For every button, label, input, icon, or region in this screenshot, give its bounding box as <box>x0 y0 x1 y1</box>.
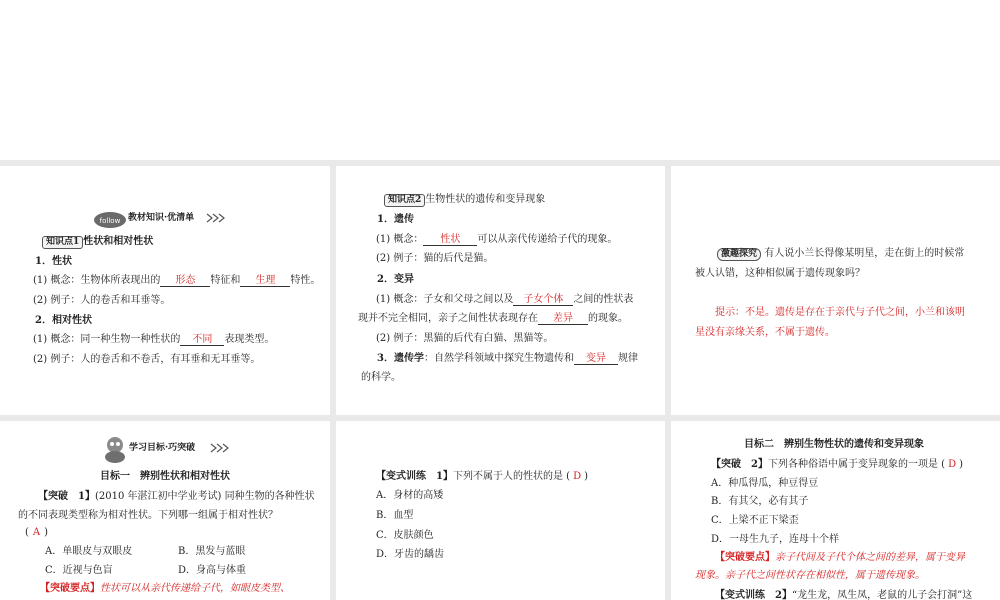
example-tag: 【突破 1】 <box>38 491 95 502</box>
chevron-decor-icon <box>210 443 230 453</box>
hint-line-2: 星没有亲缘关系，不属于遗传。 <box>695 327 835 338</box>
key-point-label: 【突破要点】 <box>40 583 100 594</box>
example-line2: 的不同表现类型称为相对性状。下列哪一组属于相对性状？ <box>18 510 278 521</box>
option-a: A．身材的高矮 <box>376 490 444 501</box>
hint-line-1: 提示：不是。遗传是存在于亲代与子代之间，小兰和该明 <box>715 307 965 318</box>
option-d: D．牙齿的龋齿 <box>376 549 445 560</box>
kp2-heading <box>384 193 545 207</box>
section-header-label: 学习目标·巧突破 <box>129 443 196 453</box>
s2-line1: (1) 概念：同一种生物一种性状的 不同 表现类型。 <box>33 334 275 345</box>
inquiry-question-2: 被人认错，这种相似属于遗传现象吗？ <box>695 268 865 279</box>
key-point-line: 【突破要点】性状可以从亲代传递给子代，如眼皮类型、 <box>40 583 290 594</box>
answer-blank: 不同 <box>180 334 224 346</box>
goal-title: 目标一 辨别性状和相对性状 <box>100 471 230 482</box>
s1-title: 1．遗传 <box>377 214 414 225</box>
option-d: D．身高与体重 <box>178 565 247 576</box>
s2-line3: (2) 例子：黑猫的后代有白猫、黑猫等。 <box>376 333 554 344</box>
option-b: B．黑发与蓝眼 <box>178 546 246 557</box>
kp1-heading <box>42 235 153 249</box>
kp2-title: 生物性状的遗传和变异现象 <box>425 194 546 205</box>
s1-line1: (1) 概念：生物体所表现出的 形态 特征和 生理 特性。 <box>33 275 321 286</box>
s1-title: 1．性状 <box>35 256 72 267</box>
example-line1: 【突破 1】(2010 年湛江初中学业考试) 同种生物的各种性状 <box>38 491 315 502</box>
panel-knowledge-1 <box>0 166 330 415</box>
panel-goal-2 <box>671 421 1000 600</box>
s1-line2: (2) 例子：猫的后代是猫。 <box>376 253 494 264</box>
answer-blank: 生理 <box>240 275 290 287</box>
option-c: C．近视与色盲 <box>45 565 113 576</box>
mascot-icon <box>100 433 130 463</box>
answer-letter: D <box>573 471 582 482</box>
panel-inquiry <box>671 166 1000 415</box>
answer-blank: 子女个体 <box>513 294 573 306</box>
panel-knowledge-2 <box>336 166 665 415</box>
answer-blank: 形态 <box>160 275 210 287</box>
s2-line2: (2) 例子：人的卷舌和不卷舌，有耳垂和无耳垂等。 <box>33 354 261 365</box>
option-d: D．一母生九子，连母十个样 <box>711 534 840 545</box>
s2-title: 2．变异 <box>377 274 414 285</box>
blank-top-area <box>0 0 1000 160</box>
option-c: C．皮肤颜色 <box>376 530 434 541</box>
variant-question: 【变式训练 1】下列不属于人的性状的是 ( D ) <box>376 471 588 482</box>
inquiry-tag: 激趣探究 <box>717 248 761 261</box>
goal-title: 目标二 辨别生物性状的遗传和变异现象 <box>744 439 924 450</box>
answer-letter: A <box>32 527 41 538</box>
svg-text:follow: follow <box>99 217 121 225</box>
chevron-decor-icon <box>206 213 226 223</box>
s1-line1: (1) 概念： 性状 可以从亲代传递给子代的现象。 <box>376 234 618 245</box>
follow-me-icon <box>92 208 128 230</box>
key-point-label: 【突破要点】 <box>715 552 775 563</box>
s1-line2: (2) 例子：人的卷舌和耳垂等。 <box>33 295 171 306</box>
kp1-title: 性状和相对性状 <box>83 236 154 247</box>
answer-blank: 变异 <box>574 353 618 365</box>
inquiry-question-1: 有人说小兰长得像某明星，走在街上的时候常 <box>764 248 965 259</box>
answer-bracket: ( A ) <box>25 527 49 538</box>
s3-title: 遗传学 <box>393 353 424 364</box>
answer-blank: 差异 <box>538 313 588 325</box>
answer-blank: 性状 <box>423 234 477 246</box>
example-tag: 【突破 2】 <box>711 459 768 470</box>
answer-letter: D <box>948 459 957 470</box>
panel-variant-1 <box>336 421 665 600</box>
variant-tag: 【变式训练 2】 <box>715 590 792 600</box>
panel-goal-1 <box>0 421 330 600</box>
option-a: A．单眼皮与双眼皮 <box>45 546 133 557</box>
section-header-label: 教材知识·优清单 <box>128 213 195 223</box>
variant-2-line: 【变式训练 2】“龙生龙，凤生凤，老鼠的儿子会打洞”这 <box>715 590 973 600</box>
option-b: B．有其父，必有其子 <box>711 496 809 507</box>
s2-line2: 现并不完全相同，亲子之间性状表现存在 差异 的现象。 <box>358 313 628 324</box>
kp2-tag: 知识点2 <box>384 194 425 207</box>
option-a: A．种瓜得瓜，种豆得豆 <box>711 478 819 489</box>
s3-line2: 的科学。 <box>361 372 401 383</box>
key-point-line2: 现象。亲子代之间性状存在相似性，属于遗传现象。 <box>695 570 925 581</box>
inquiry-line1 <box>717 247 964 261</box>
key-point-line1: 【突破要点】亲子代间及子代个体之间的差异，属于变异 <box>715 552 965 563</box>
kp1-tag: 知识点1 <box>42 236 83 249</box>
example-line: 【突破 2】下列各种俗语中属于变异现象的一项是 ( D ) <box>711 459 963 470</box>
s3-line1: 3．遗传学：自然学科领域中探究生物遗传和 变异 规律 <box>377 353 638 364</box>
option-c: C．上梁不正下梁歪 <box>711 515 799 526</box>
s2-title: 2．相对性状 <box>35 315 92 326</box>
variant-tag: 【变式训练 1】 <box>376 471 453 482</box>
option-b: B．血型 <box>376 510 414 521</box>
s2-line1: (1) 概念：子女和父母之间以及 子女个体 之间的性状表 <box>376 294 634 305</box>
